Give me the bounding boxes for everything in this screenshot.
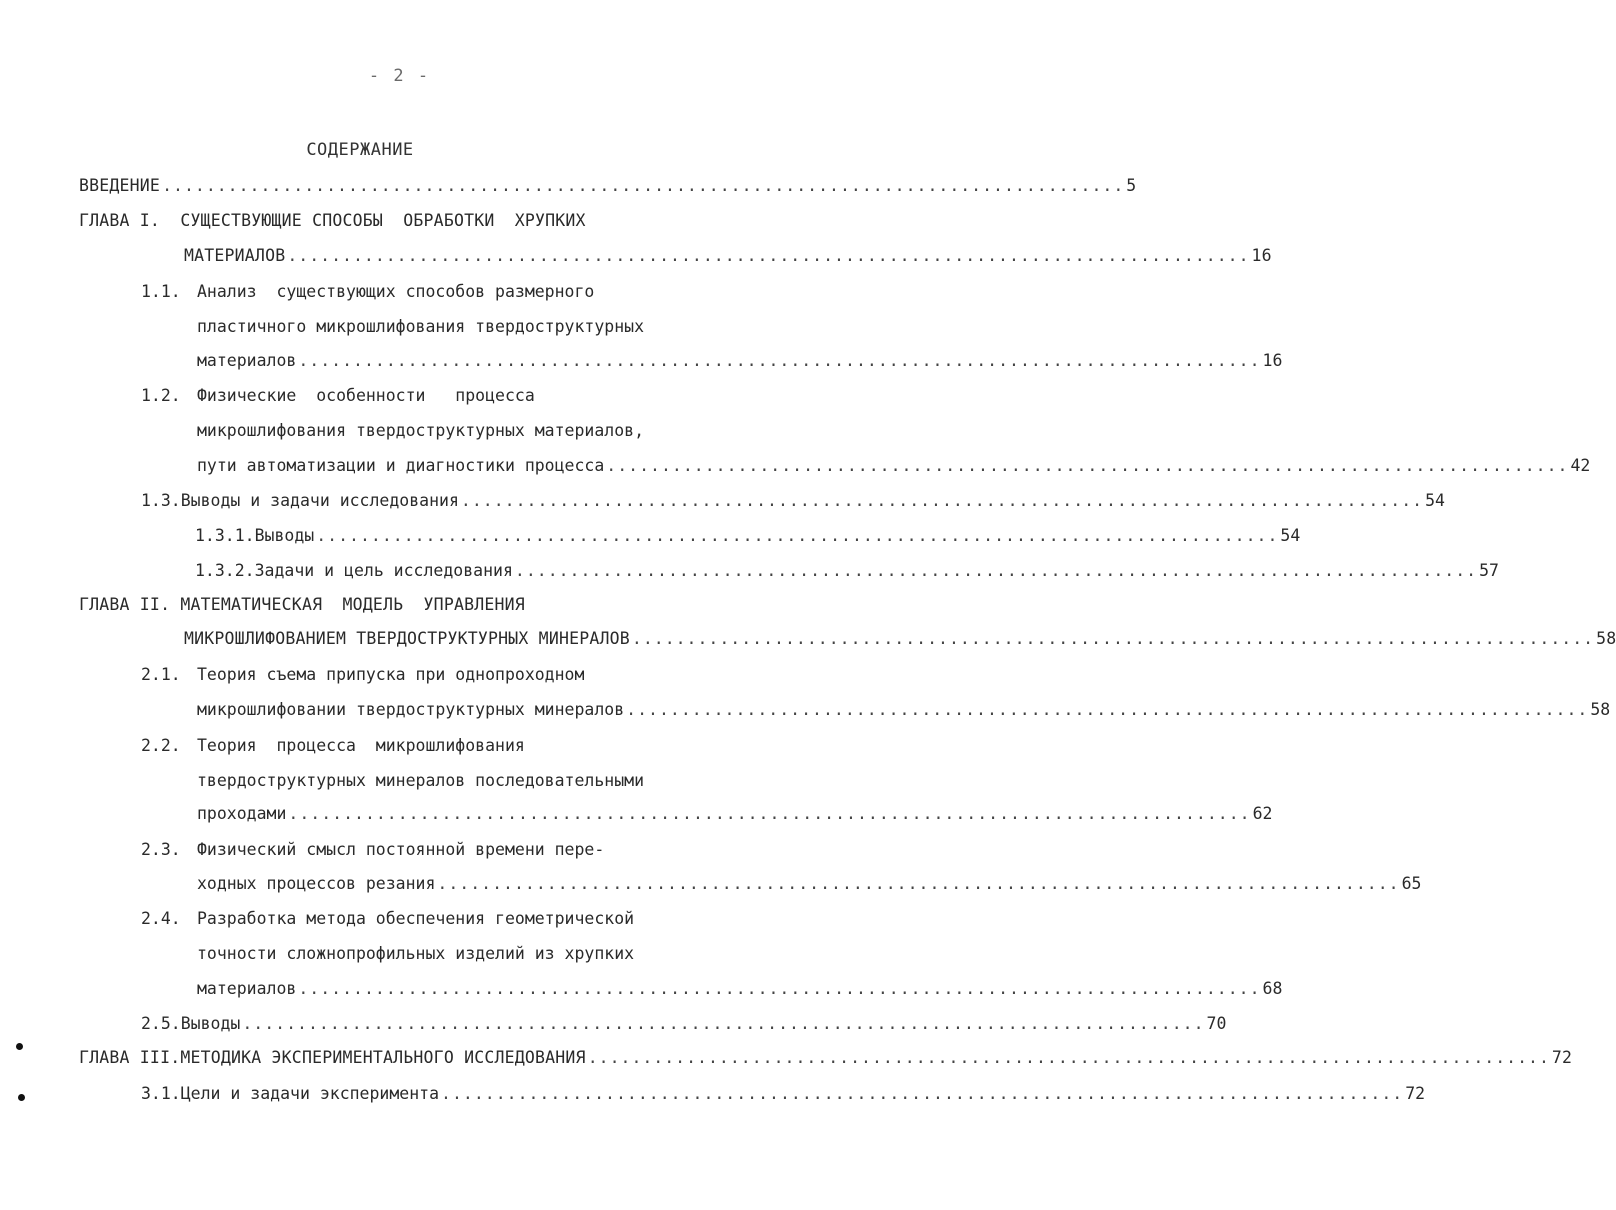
toc-entry-text: Выводы xyxy=(180,1014,241,1033)
toc-entry-text: твердоструктурных минералов последовательными xyxy=(197,771,645,790)
toc-entry-number: 2.2. xyxy=(141,736,181,755)
toc-entry-number: 2.3. xyxy=(141,840,181,859)
toc-section-1-2-line2 xyxy=(197,420,644,442)
toc-entry-text: материалов xyxy=(197,979,297,998)
toc-entry-text: Анализ существующих способов размерного xyxy=(197,282,595,301)
toc-entry-text: МАТЕРИАЛОВ xyxy=(184,246,286,265)
toc-section-3-1: 3.1. Цели и задачи эксперимента ........................................................................................ 72 xyxy=(141,1084,1426,1103)
toc-entry-text: ГЛАВА I. СУЩЕСТВУЮЩИЕ СПОСОБЫ ОБРАБОТКИ ХРУПКИХ xyxy=(79,211,586,230)
toc-section-2-4-line2 xyxy=(197,943,634,965)
toc-entry-text: Цели и задачи эксперимента xyxy=(180,1084,440,1103)
toc-entry-page: 72 xyxy=(1551,1048,1573,1067)
scan-hole-mark xyxy=(18,1094,25,1101)
toc-entry-text: микрошлифования твердоструктурных материалов, xyxy=(197,421,645,440)
toc-section-1-3-2: 1.3.2. Задачи и цель исследования ........................................................................................ 57 xyxy=(195,561,1499,580)
toc-entry-text: микрошлифовании твердоструктурных минералов xyxy=(197,700,625,719)
toc-section-2-3-line2: ходных процессов резания ........................................................................................ 65 xyxy=(197,874,1422,893)
toc-entry-text: ГЛАВА III.МЕТОДИКА ЭКСПЕРИМЕНТАЛЬНОГО ИССЛЕДОВАНИЯ xyxy=(79,1048,586,1067)
toc-entry-page: 68 xyxy=(1262,979,1283,998)
toc-section-2-2-line3: проходами ........................................................................................ 62 xyxy=(197,804,1273,823)
toc-entry-page: 58 xyxy=(1596,629,1616,648)
toc-entry-text: ВВЕДЕНИЕ xyxy=(79,176,161,195)
page-number: - 2 - xyxy=(368,66,431,86)
toc-section-1-1-line3: материалов ........................................................................................ 16 xyxy=(197,351,1283,370)
toc-chapter-3-heading: ГЛАВА III.МЕТОДИКА ЭКСПЕРИМЕНТАЛЬНОГО ИССЛЕДОВАНИЯ ........................................................................................ 72 xyxy=(79,1048,1573,1067)
toc-entry-number: 1.3.2. xyxy=(195,561,255,580)
toc-entry-text: Выводы и задачи исследования xyxy=(180,491,459,510)
toc-section-1-1 xyxy=(141,281,594,303)
toc-entry-text: Теория съема припуска при однопроходном xyxy=(197,665,585,684)
toc-entry-text: пути автоматизации и диагностики процесса xyxy=(197,456,605,475)
toc-entry-number: 2.1. xyxy=(141,665,181,684)
toc-entry-page: 54 xyxy=(1280,526,1301,545)
toc-entry-page: 57 xyxy=(1479,561,1499,580)
toc-section-2-3 xyxy=(141,839,604,861)
toc-chapter-1-heading-cont: МАТЕРИАЛОВ ........................................................................................ 16 xyxy=(184,246,1272,265)
toc-section-2-4 xyxy=(141,908,634,930)
toc-entry-page: 5 xyxy=(1126,176,1137,195)
toc-section-2-2-line2 xyxy=(197,770,644,792)
toc-entry-page: 16 xyxy=(1262,351,1283,370)
toc-entry-number: 1.1. xyxy=(141,282,181,301)
toc-entry-text: ГЛАВА II. МАТЕМАТИЧЕСКАЯ МОДЕЛЬ УПРАВЛЕНИЯ xyxy=(79,595,525,614)
toc-entry-text: проходами xyxy=(197,804,287,823)
toc-section-2-5: 2.5. Выводы ........................................................................................ 70 xyxy=(141,1014,1227,1033)
toc-section-2-1 xyxy=(141,664,584,686)
toc-entry-text: Теория процесса микрошлифования xyxy=(197,736,525,755)
toc-entry-number: 1.3. xyxy=(141,491,181,510)
toc-section-2-4-line3: материалов ........................................................................................ 68 xyxy=(197,979,1283,998)
toc-chapter-1-heading xyxy=(79,210,586,232)
toc-entry-text: Задачи и цель исследования xyxy=(254,561,513,580)
toc-entry-text: Выводы xyxy=(254,526,315,545)
toc-entry-page: 62 xyxy=(1252,804,1273,823)
scan-hole-mark xyxy=(16,1043,23,1050)
toc-entry-text: материалов xyxy=(197,351,297,370)
toc-section-2-1-line2: микрошлифовании твердоструктурных минералов ........................................................................................ 58 xyxy=(197,700,1611,719)
toc-entry-page: 70 xyxy=(1206,1014,1227,1033)
toc-entry-text: Разработка метода обеспечения геометрической xyxy=(197,909,635,928)
toc-section-1-3: 1.3. Выводы и задачи исследования ........................................................................................ 54 xyxy=(141,491,1445,510)
toc-entry-number: 3.1. xyxy=(141,1084,181,1103)
toc-section-1-2-line3: пути автоматизации и диагностики процесса ........................................................................................ 42 xyxy=(197,456,1591,475)
toc-entry-text: ходных процессов резания xyxy=(197,874,436,893)
toc-entry-number: 1.2. xyxy=(141,386,181,405)
toc-entry-page: 72 xyxy=(1405,1084,1426,1103)
toc-entry-text: пластичного микрошлифования твердоструктурных xyxy=(197,317,645,336)
toc-entry-introduction: ВВЕДЕНИЕ ........................................................................................ 5 xyxy=(79,176,1137,195)
toc-entry-text: МИКРОШЛИФОВАНИЕМ ТВЕРДОСТРУКТУРНЫХ МИНЕРАЛОВ xyxy=(184,629,630,648)
toc-title: СОДЕРЖАНИЕ xyxy=(306,140,414,160)
toc-section-1-3-1: 1.3.1. Выводы ........................................................................................ 54 xyxy=(195,526,1301,545)
toc-entry-number: 2.4. xyxy=(141,909,181,928)
toc-entry-page: 65 xyxy=(1401,874,1422,893)
toc-chapter-2-heading xyxy=(79,594,525,616)
toc-entry-text: Физический смысл постоянной времени пере- xyxy=(197,840,605,859)
toc-entry-number: 2.5. xyxy=(141,1014,181,1033)
toc-entry-page: 42 xyxy=(1570,456,1591,475)
toc-entry-number: 1.3.1. xyxy=(195,526,255,545)
toc-entry-text: точности сложнопрофильных изделий из хрупких xyxy=(197,944,635,963)
toc-entry-text: Физические особенности процесса xyxy=(197,386,535,405)
toc-entry-page: 54 xyxy=(1425,491,1445,510)
toc-chapter-2-heading-cont: МИКРОШЛИФОВАНИЕМ ТВЕРДОСТРУКТУРНЫХ МИНЕРАЛОВ ........................................................................................ 58 xyxy=(184,629,1616,648)
toc-section-1-2 xyxy=(141,385,535,407)
toc-entry-page: 16 xyxy=(1251,246,1272,265)
toc-entry-page: 58 xyxy=(1590,700,1611,719)
toc-section-1-1-line2 xyxy=(197,316,644,338)
toc-section-2-2 xyxy=(141,735,525,757)
